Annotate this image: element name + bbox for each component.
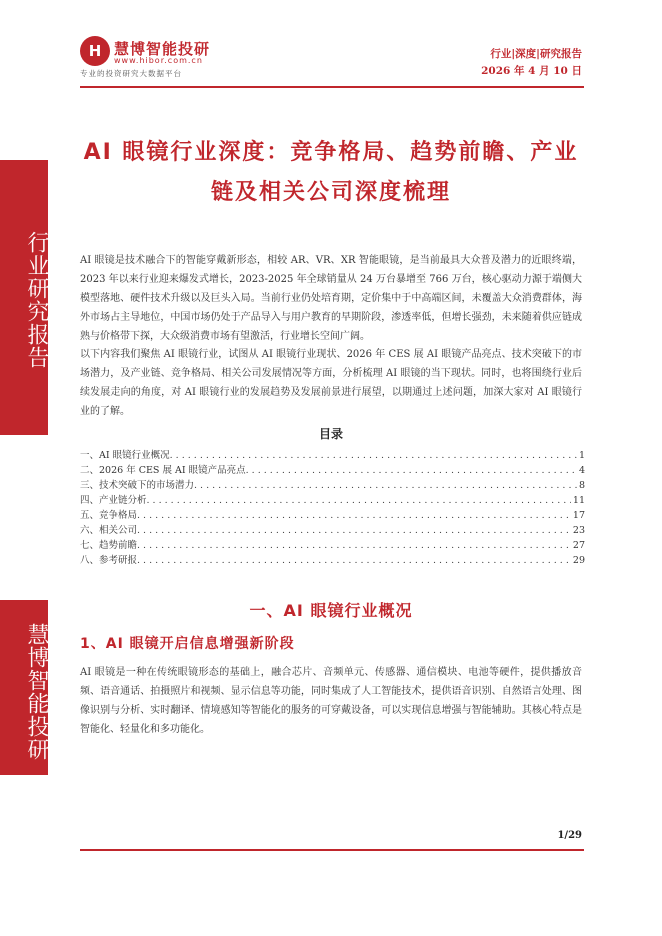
toc-item-page: 1 [578, 450, 585, 461]
toc-leader [147, 493, 571, 508]
toc-leader [137, 508, 571, 523]
toc-item-label: 六、相关公司 [80, 525, 138, 536]
toc-item-label: 三、技术突破下的市场潜力 [80, 480, 195, 491]
brand-logo [80, 36, 380, 82]
toc-leader [137, 553, 571, 568]
sidebar [0, 0, 50, 936]
toc-item-page: 11 [572, 495, 585, 506]
toc-item-page: 4 [578, 465, 585, 476]
toc-item[interactable] [80, 538, 585, 553]
intro-paragraph-2: 以下内容我们聚焦 AI 眼镜行业，试图从 AI 眼镜行业现状、2026 年 CES 展 AI 眼镜产品亮点、技术突破下的市场潜力，及产业链、竞争格局、相关公司发展情况等方面，分析梳理 AI 眼镜的当下现状。同时，也将围绕行业后续发展走向的角度，对 AI 眼镜行业的发展趋势及发展前景进行展望，以期通过上述问题，加深大家对 AI 眼镜行业的了解。 [80, 349, 582, 417]
toc-item[interactable] [80, 493, 585, 508]
toc-item-label: 五、竞争格局 [80, 510, 138, 521]
sidebar-brand: 慧博智能投研 [24, 623, 49, 761]
sidebar-report-type: 行业研究报告 [24, 231, 49, 369]
toc-leader [194, 478, 577, 493]
intro-paragraph-1: AI 眼镜是技术融合下的智能穿戴新形态，相较 AR、VR、XR 智能眼镜，是当前最具大众普及潜力的近眼终端，2023 年以来行业迎来爆发式增长，2023-2025 年全球销量从 24 万台暴增至 766 万台，核心驱动力源于端侧大模型落地、硬件技术升级以及巨头入局。当前行业仍处培育期，定价集中于中高端区间，未覆盖大众消费群体，海外市场占主导地位，中国市场仍处于产品导入与用户教育的早期阶段，渗透率低，但增长强劲，未来随着供应链成熟与价格带下探，大众级消费市场有望激活，行业增长空间广阔。 [80, 255, 582, 342]
toc-item-page: 8 [578, 480, 585, 491]
toc-item[interactable] [80, 463, 585, 478]
section-subheading: 1、AI 眼镜开启信息增强新阶段 [80, 636, 295, 652]
section-body: AI 眼镜是一种在传统眼镜形态的基础上，融合芯片、音频单元、传感器、通信模块、电池等硬件，提供播放音频、语音通话、拍摄照片和视频、显示信息等功能，同时集成了人工智能技术，提供语音识别、自然语言处理、图像识别与分析、实时翻译、情境感知等智能化的服务的可穿戴设备，可以实现信息增强与智能辅助。其核心特点是智能化、轻量化和多功能化。 [80, 667, 582, 735]
toc-item-page: 17 [572, 510, 585, 521]
logo-tagline: 专业的投资研究大数据平台 [80, 69, 182, 78]
toc-item[interactable] [80, 448, 585, 463]
toc-leader [137, 538, 571, 553]
page-number: 1/29 [557, 830, 582, 841]
toc-title: 目录 [318, 427, 343, 441]
toc-leader [170, 448, 577, 463]
toc-item-label: 七、趋势前瞻 [80, 540, 138, 551]
report-title: AI 眼镜行业深度：竞争格局、趋势前瞻、产业链及相关公司深度梳理 [83, 140, 579, 205]
section-heading: 一、AI 眼镜行业概况 [249, 601, 413, 620]
toc-item-label: 二、2026 年 CES 展 AI 眼镜产品亮点 [80, 465, 246, 476]
logo-url: www.hibor.com.cn [114, 56, 203, 65]
logo-name: 慧博智能投研 [114, 40, 211, 58]
toc-item[interactable] [80, 508, 585, 523]
toc-item[interactable] [80, 523, 585, 538]
toc-item[interactable] [80, 553, 585, 568]
table-of-contents [80, 448, 585, 568]
report-category: 行业|深度|研究报告 [490, 48, 582, 60]
toc-item[interactable] [80, 478, 585, 493]
header-divider [80, 86, 584, 88]
footer-divider [80, 849, 584, 851]
logo-mark-icon: H [80, 36, 110, 66]
report-meta [481, 46, 582, 80]
toc-item-page: 29 [572, 555, 585, 566]
toc-leader [137, 523, 571, 538]
toc-item-label: 八、参考研报 [80, 555, 138, 566]
toc-item-label: 四、产业链分析 [80, 495, 147, 506]
toc-item-page: 27 [572, 540, 585, 551]
toc-leader [246, 463, 577, 478]
toc-item-label: 一、AI 眼镜行业概况 [80, 450, 170, 461]
toc-item-page: 23 [572, 525, 585, 536]
report-date: 2026 年 4 月 10 日 [481, 65, 582, 77]
